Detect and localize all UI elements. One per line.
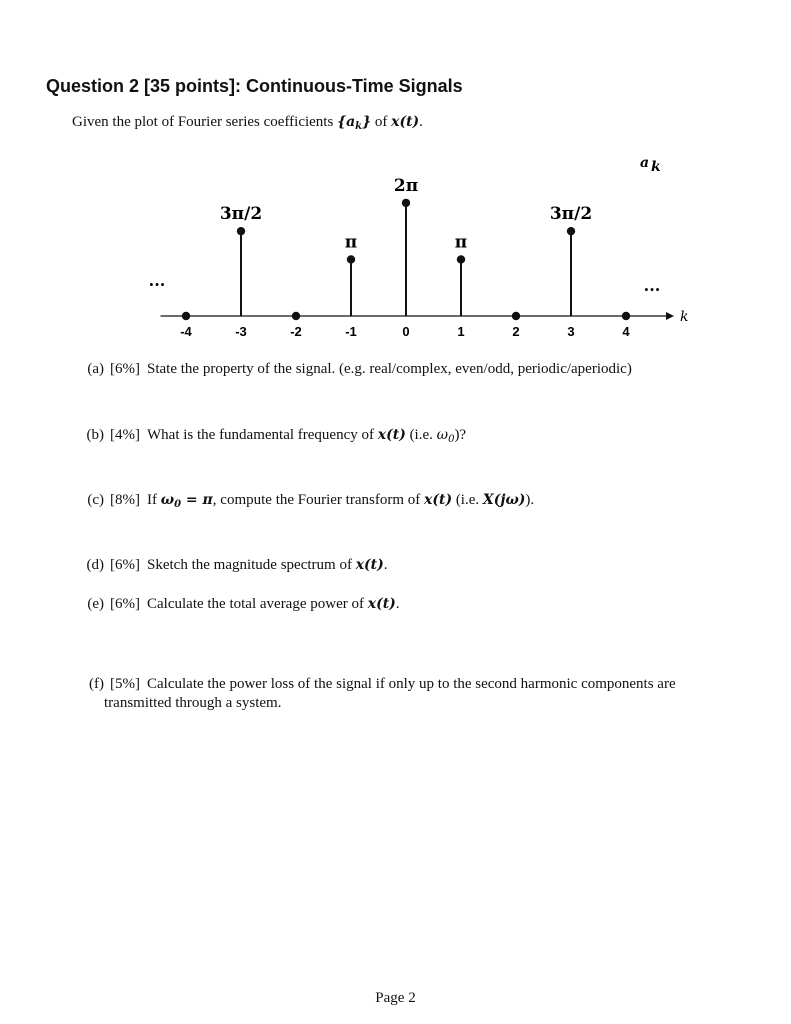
x-tick-label: 3 — [567, 324, 575, 339]
question-points: [8%] — [110, 492, 140, 508]
x-tick-label: -3 — [235, 324, 247, 339]
question-points: [6%] — [110, 361, 140, 377]
question-c: (c) [8%] If $\omega_0 = \pi$, compute the Fourier transform of x(t) (i.e. X(jω)). — [76, 491, 756, 514]
signal-symbol: x(t) — [391, 114, 420, 130]
question-b: (b) [4%] What is the fundamental frequency of x(t) (i.e. $\omega_0$)? — [76, 426, 756, 449]
page-number: Page 2 — [375, 990, 416, 1006]
stem-marker — [457, 255, 465, 263]
x-axis-label: k — [680, 309, 689, 325]
x-tick-label: 1 — [457, 324, 465, 339]
question-text: State the property of the signal. (e.g. real/complex, even/odd, periodic/aperiodic) — [147, 361, 632, 377]
x-tick-label: 4 — [622, 324, 630, 339]
data-label: π — [344, 232, 358, 253]
intro-text: Given the plot of Fourier series coefficients $\{a_k\}$ of x(t). — [72, 114, 423, 132]
stem-plot — [0, 140, 791, 350]
question-label: (f) — [89, 676, 104, 692]
coefficient-set: $\{a_k\}$ — [337, 114, 372, 132]
x-tick-label: 2 — [512, 324, 520, 339]
page-title: Question 2 [35 points]: Continuous-Time Signals — [46, 76, 463, 96]
axes-group — [161, 309, 689, 325]
stem-marker — [567, 227, 575, 235]
data-label: 2π — [393, 175, 419, 196]
x-tick-label: 0 — [402, 324, 410, 339]
question-e: (e) [6%] Calculate the total average power of x(t). — [76, 595, 756, 614]
question-points: [6%] — [110, 557, 140, 573]
question-d: (d) [6%] Sketch the magnitude spectrum of x(t). — [76, 556, 756, 575]
question-a — [76, 360, 756, 379]
x-tick-label: -2 — [290, 324, 302, 339]
data-label: 3π/2 — [549, 204, 593, 225]
data-label: π — [454, 232, 468, 253]
question-label: (c) — [87, 492, 104, 508]
chart-title-subscript: k — [651, 159, 661, 175]
x-axis-arrow — [666, 312, 674, 320]
stem-marker — [237, 227, 245, 235]
question-points: [6%] — [110, 596, 140, 612]
question-label: (a) — [87, 361, 104, 377]
question-points: [4%] — [110, 427, 140, 443]
data-label: 3π/2 — [219, 204, 263, 225]
intro-lead: Given the plot of Fourier series coefficients — [72, 114, 338, 130]
labels-group — [149, 155, 661, 339]
left-ellipsis: ··· — [148, 275, 166, 294]
x-tick-label: -1 — [345, 324, 357, 339]
right-ellipsis: ··· — [643, 280, 661, 299]
question-label: (b) — [86, 427, 104, 443]
question-points: [5%] — [110, 676, 140, 692]
chart-title: a — [640, 155, 650, 171]
x-tick-label: -4 — [180, 324, 192, 339]
question-f: (f) [5%] Calculate the power loss of the signal if only up to the second harmonic components are transmitted through a system. — [76, 675, 756, 713]
question-label: (d) — [86, 557, 104, 573]
question-text-continued: transmitted through a system. — [104, 695, 282, 711]
question-label: (e) — [87, 596, 104, 612]
stem-marker — [347, 255, 355, 263]
intro-of: of — [371, 114, 392, 130]
stem-marker — [402, 199, 410, 207]
